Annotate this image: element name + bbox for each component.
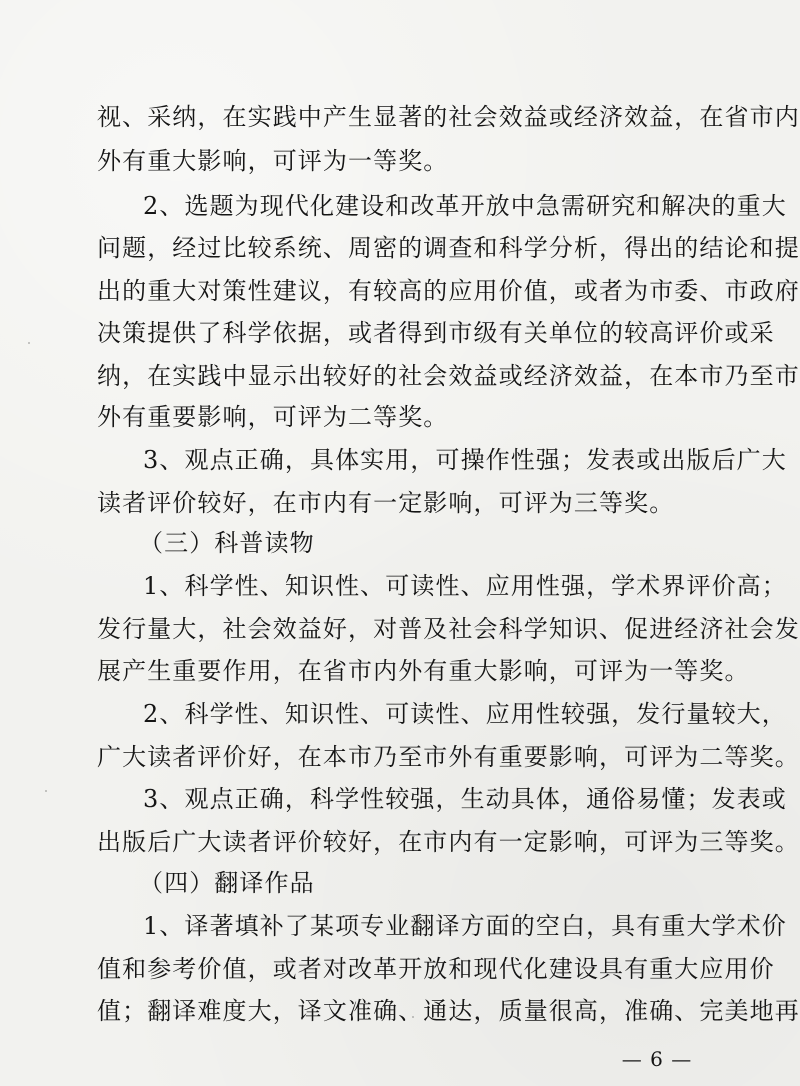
body-line: 出版后广大读者评价较好，在市内有一定影响，可评为三等奖。	[97, 828, 800, 856]
body-line: 值；翻译难度大，译文准确、通达，质量很高，准确、完美地再	[97, 997, 800, 1025]
body-line: 读者评价较好，在市内有一定影响，可评为三等奖。	[97, 489, 675, 517]
body-line: 出的重大对策性建议，有较高的应用价值，或者为市委、市政府	[97, 277, 800, 305]
body-line: 3、观点正确，科学性较强，生动具体，通俗易懂；发表或	[143, 785, 787, 813]
page-number: — 6 —	[621, 1047, 693, 1071]
body-line: 外有重要影响，可评为二等奖。	[97, 403, 449, 431]
body-line: 展产生重要作用，在省市内外有重大影响，可评为一等奖。	[97, 657, 750, 685]
body-line: 纳，在实践中显示出较好的社会效益或经济效益，在本市乃至市	[97, 362, 800, 390]
scan-speck	[28, 342, 30, 344]
body-line: 1、译著填补了某项专业翻译方面的空白，具有重大学术价	[143, 912, 787, 940]
body-line: 2、科学性、知识性、可读性、应用性较强，发行量较大，	[143, 700, 787, 728]
body-line: 决策提供了科学依据，或者得到市级有关单位的较高评价或采	[97, 319, 775, 347]
scan-speck	[45, 790, 47, 792]
body-line: 值和参考价值，或者对改革开放和现代化建设具有重大应用价	[97, 955, 775, 983]
body-line: 问题，经过比较系统、周密的调查和科学分析，得出的结论和提	[97, 234, 800, 262]
section-heading: （三）科普读物	[139, 529, 315, 557]
section-heading: （四）翻译作品	[139, 869, 315, 897]
body-line: 3、观点正确，具体实用，可操作性强；发表或出版后广大	[143, 446, 787, 474]
body-line: 1、科学性、知识性、可读性、应用性强，学术界评价高；	[143, 572, 787, 600]
body-line: 外有重大影响，可评为一等奖。	[97, 147, 449, 175]
body-line: 广大读者评价好，在本市乃至市外有重要影响，可评为二等奖。	[97, 743, 800, 771]
body-line: 2、选题为现代化建设和改革开放中急需研究和解决的重大	[143, 192, 787, 220]
body-line: 发行量大，社会效益好，对普及社会科学知识、促进经济社会发	[97, 615, 800, 643]
body-line: 视、采纳，在实践中产生显著的社会效益或经济效益，在省市内	[97, 103, 800, 131]
